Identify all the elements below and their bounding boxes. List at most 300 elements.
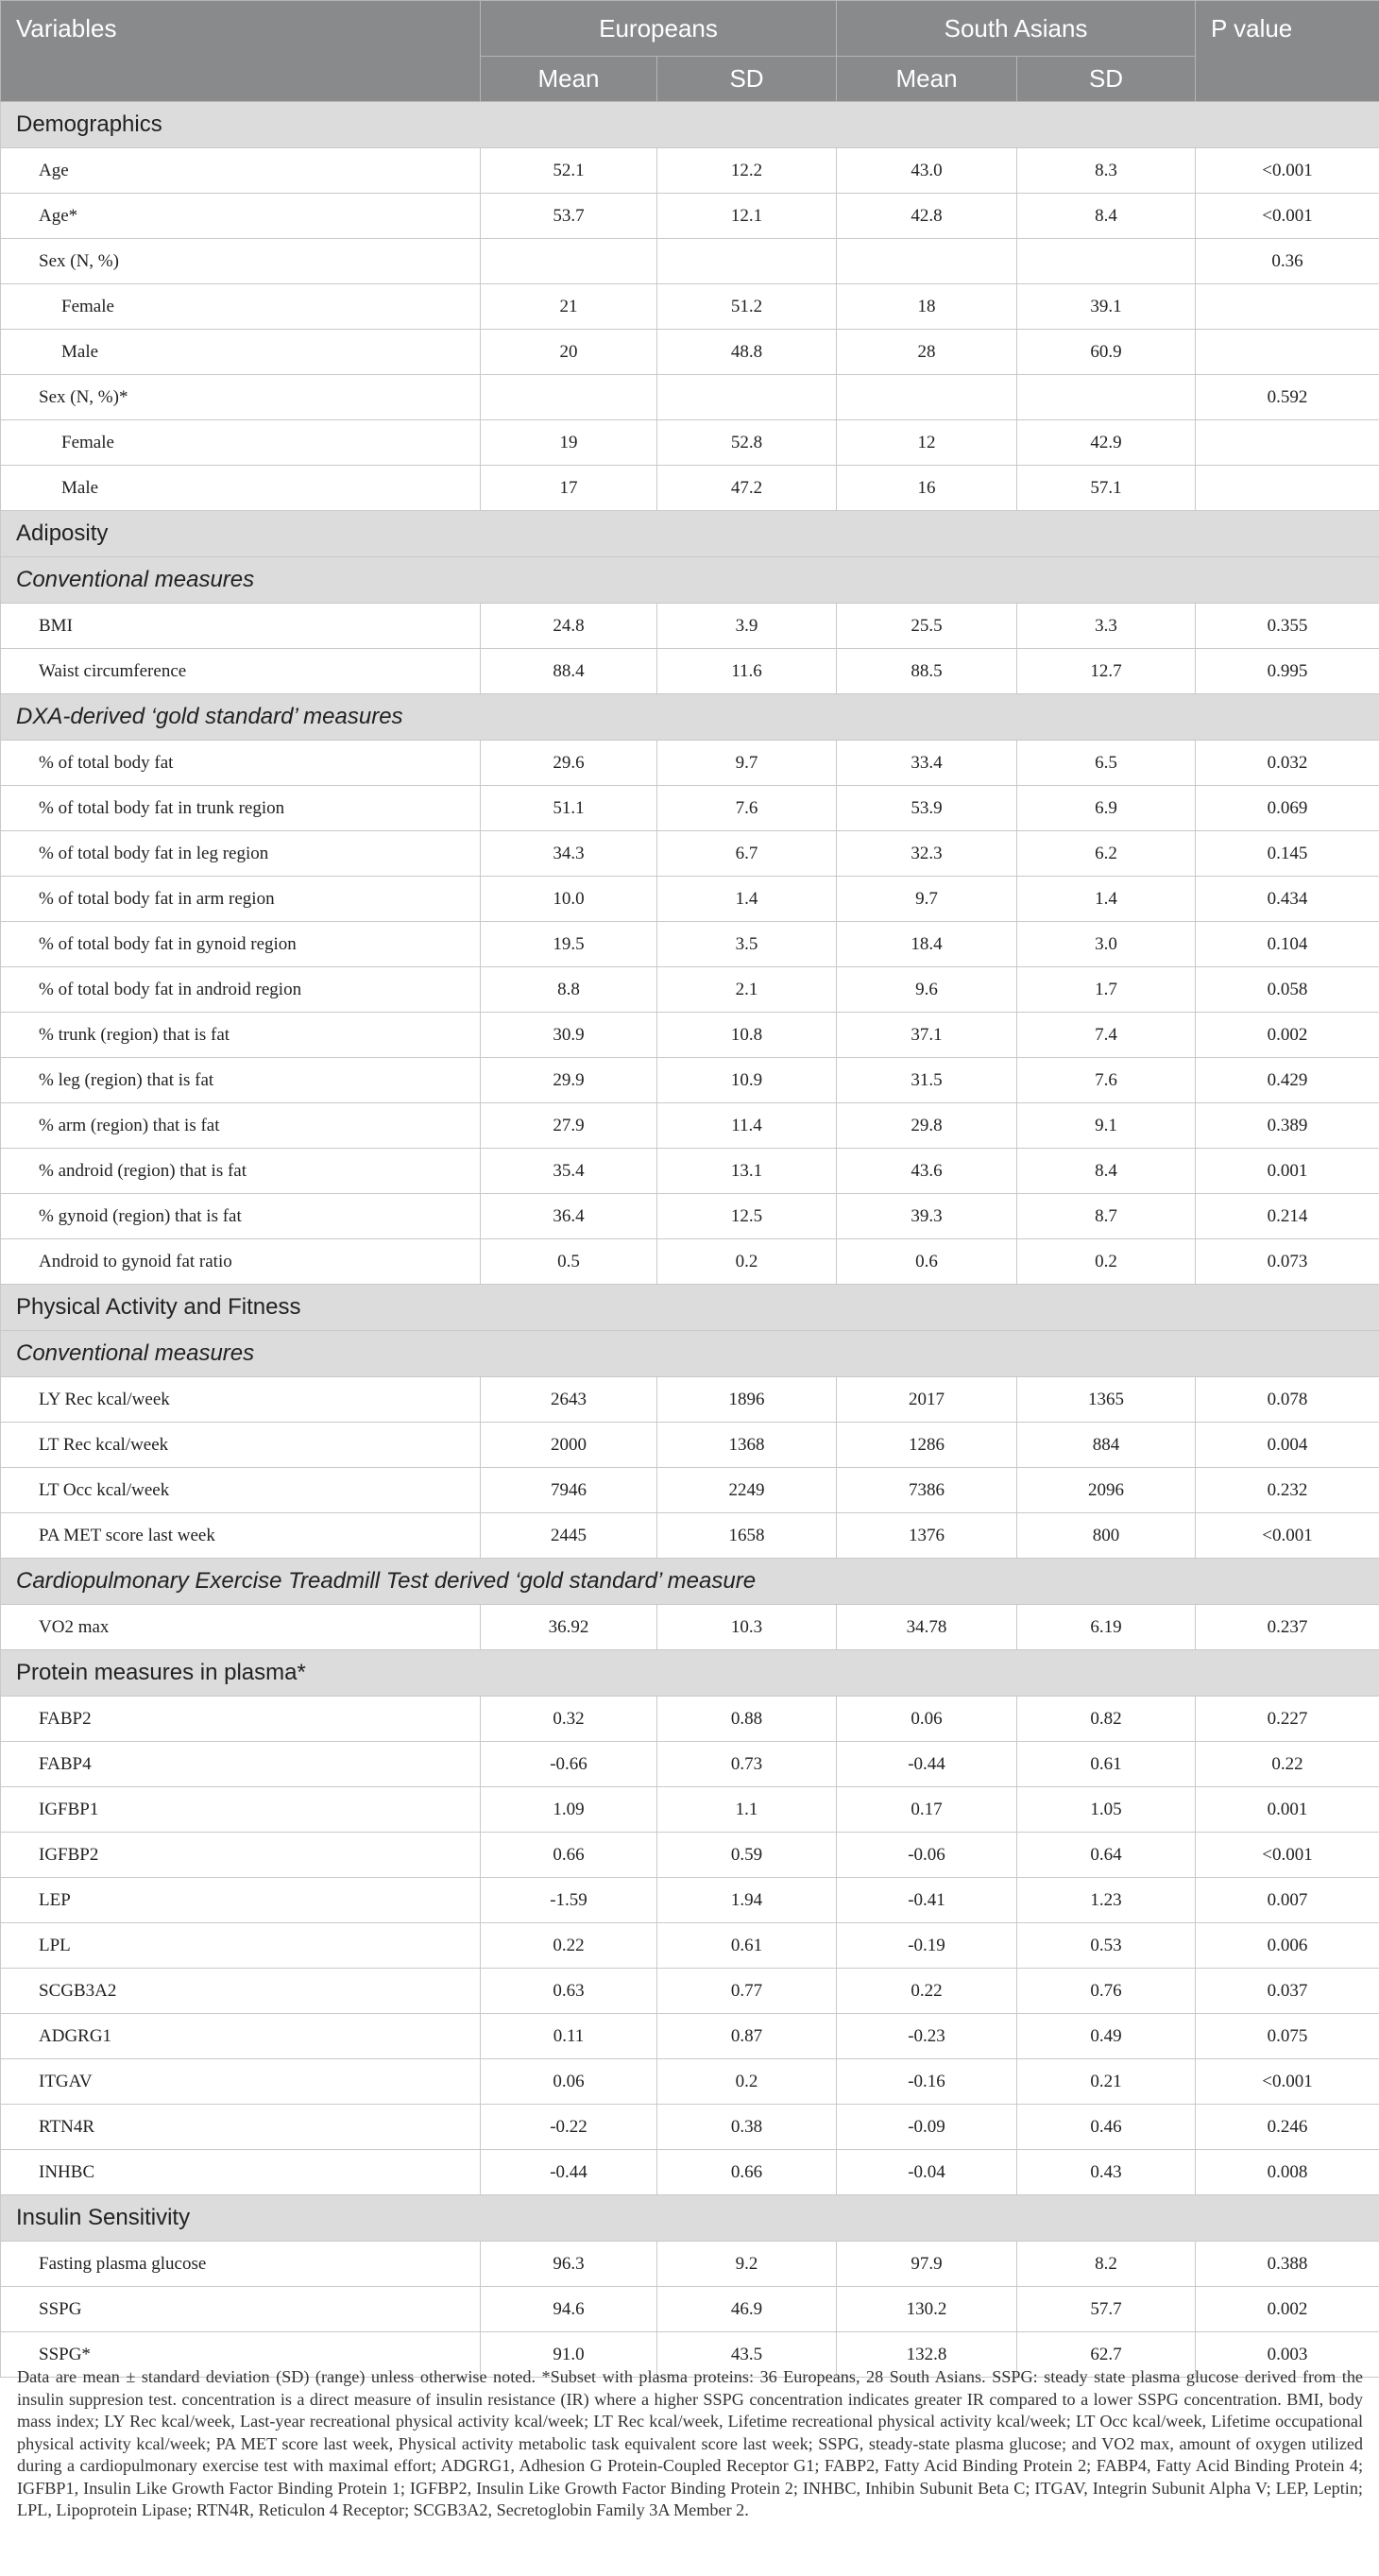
south-asians-mean-cell: 29.8 xyxy=(837,1103,1017,1149)
table-row xyxy=(1,2287,1379,2332)
p-value-cell: <0.001 xyxy=(1196,194,1379,239)
p-value-cell xyxy=(1196,466,1379,511)
south-asians-mean-cell: 1376 xyxy=(837,1513,1017,1559)
europeans-sd-cell: 0.88 xyxy=(657,1697,837,1742)
europeans-sd-cell: 0.66 xyxy=(657,2150,837,2195)
europeans-mean-cell: 10.0 xyxy=(481,877,657,922)
europeans-mean-cell: 51.1 xyxy=(481,786,657,831)
south-asians-sd-cell: 6.9 xyxy=(1017,786,1196,831)
header-south-asians: South Asians xyxy=(837,1,1196,57)
europeans-mean-cell: 20 xyxy=(481,330,657,375)
south-asians-sd-cell: 0.76 xyxy=(1017,1969,1196,2014)
europeans-sd-cell: 3.5 xyxy=(657,922,837,967)
section-row xyxy=(1,2195,1379,2242)
table-row xyxy=(1,649,1379,694)
europeans-sd-cell: 7.6 xyxy=(657,786,837,831)
variable-label: Male xyxy=(1,466,481,511)
south-asians-mean-cell: 9.6 xyxy=(837,967,1017,1013)
variable-label: FABP2 xyxy=(1,1697,481,1742)
south-asians-sd-cell: 8.2 xyxy=(1017,2242,1196,2287)
europeans-sd-cell: 1896 xyxy=(657,1377,837,1423)
europeans-mean-cell: 24.8 xyxy=(481,604,657,649)
europeans-mean-cell: 0.32 xyxy=(481,1697,657,1742)
variable-label: % android (region) that is fat xyxy=(1,1149,481,1194)
south-asians-sd-cell: 42.9 xyxy=(1017,420,1196,466)
variable-label: Sex (N, %) xyxy=(1,239,481,284)
europeans-sd-cell: 13.1 xyxy=(657,1149,837,1194)
south-asians-sd-cell: 1.7 xyxy=(1017,967,1196,1013)
south-asians-sd-cell: 62.7 xyxy=(1017,2332,1196,2378)
europeans-mean-cell: 19.5 xyxy=(481,922,657,967)
variable-label: LT Rec kcal/week xyxy=(1,1423,481,1468)
table-row xyxy=(1,1058,1379,1103)
europeans-mean-cell: 0.22 xyxy=(481,1923,657,1969)
europeans-sd-cell: 48.8 xyxy=(657,330,837,375)
table-header xyxy=(1,1,1379,102)
south-asians-mean-cell: 1286 xyxy=(837,1423,1017,1468)
table-body xyxy=(1,102,1379,2378)
p-value-cell: 0.388 xyxy=(1196,2242,1379,2287)
south-asians-mean-cell: 0.6 xyxy=(837,1239,1017,1285)
table-row xyxy=(1,604,1379,649)
variable-label: % of total body fat in leg region xyxy=(1,831,481,877)
europeans-sd-cell: 12.1 xyxy=(657,194,837,239)
europeans-mean-cell: -0.44 xyxy=(481,2150,657,2195)
table-row xyxy=(1,1833,1379,1878)
europeans-sd-cell: 51.2 xyxy=(657,284,837,330)
variable-label: FABP4 xyxy=(1,1742,481,1787)
south-asians-sd-cell: 6.2 xyxy=(1017,831,1196,877)
table-row xyxy=(1,1787,1379,1833)
south-asians-mean-cell: 18.4 xyxy=(837,922,1017,967)
south-asians-sd-cell: 3.3 xyxy=(1017,604,1196,649)
south-asians-sd-cell: 884 xyxy=(1017,1423,1196,1468)
table-row xyxy=(1,877,1379,922)
p-value-cell xyxy=(1196,330,1379,375)
p-value-cell: 0.355 xyxy=(1196,604,1379,649)
p-value-cell: 0.069 xyxy=(1196,786,1379,831)
europeans-mean-cell: 0.5 xyxy=(481,1239,657,1285)
south-asians-mean-cell: -0.16 xyxy=(837,2059,1017,2105)
section-label: Insulin Sensitivity xyxy=(1,2195,1379,2242)
europeans-sd-cell: 9.7 xyxy=(657,741,837,786)
south-asians-mean-cell: 0.17 xyxy=(837,1787,1017,1833)
south-asians-sd-cell: 0.49 xyxy=(1017,2014,1196,2059)
south-asians-sd-cell: 60.9 xyxy=(1017,330,1196,375)
p-value-cell: 0.075 xyxy=(1196,2014,1379,2059)
europeans-mean-cell: 27.9 xyxy=(481,1103,657,1149)
p-value-cell: 0.004 xyxy=(1196,1423,1379,1468)
south-asians-mean-cell: -0.19 xyxy=(837,1923,1017,1969)
south-asians-mean-cell: 32.3 xyxy=(837,831,1017,877)
south-asians-mean-cell: -0.23 xyxy=(837,2014,1017,2059)
table-row xyxy=(1,1605,1379,1650)
south-asians-mean-cell: 37.1 xyxy=(837,1013,1017,1058)
europeans-mean-cell: 94.6 xyxy=(481,2287,657,2332)
section-label: Protein measures in plasma* xyxy=(1,1650,1379,1697)
section-row xyxy=(1,1285,1379,1331)
variable-label: % of total body fat in trunk region xyxy=(1,786,481,831)
table-row xyxy=(1,831,1379,877)
europeans-mean-cell: 0.66 xyxy=(481,1833,657,1878)
table-row xyxy=(1,967,1379,1013)
south-asians-sd-cell: 1.23 xyxy=(1017,1878,1196,1923)
europeans-sd-cell: 10.8 xyxy=(657,1013,837,1058)
section-label: Conventional measures xyxy=(1,557,1379,604)
south-asians-mean-cell: -0.41 xyxy=(837,1878,1017,1923)
south-asians-mean-cell: 18 xyxy=(837,284,1017,330)
europeans-mean-cell: 17 xyxy=(481,466,657,511)
p-value-cell: 0.227 xyxy=(1196,1697,1379,1742)
subsection-row xyxy=(1,1331,1379,1377)
variable-label: Waist circumference xyxy=(1,649,481,694)
table-row xyxy=(1,2105,1379,2150)
south-asians-sd-cell: 0.64 xyxy=(1017,1833,1196,1878)
europeans-sd-cell: 3.9 xyxy=(657,604,837,649)
europeans-mean-cell: -1.59 xyxy=(481,1878,657,1923)
variable-label: RTN4R xyxy=(1,2105,481,2150)
p-value-cell: 0.037 xyxy=(1196,1969,1379,2014)
europeans-sd-cell: 11.4 xyxy=(657,1103,837,1149)
south-asians-mean-cell: 88.5 xyxy=(837,649,1017,694)
p-value-cell: 0.237 xyxy=(1196,1605,1379,1650)
table-row xyxy=(1,2242,1379,2287)
section-row xyxy=(1,511,1379,557)
table-row xyxy=(1,148,1379,194)
table-row xyxy=(1,1468,1379,1513)
south-asians-mean-cell: 31.5 xyxy=(837,1058,1017,1103)
variable-label: Female xyxy=(1,284,481,330)
south-asians-sd-cell: 0.21 xyxy=(1017,2059,1196,2105)
south-asians-sd-cell: 7.4 xyxy=(1017,1013,1196,1058)
table-row xyxy=(1,239,1379,284)
europeans-sd-cell xyxy=(657,375,837,420)
variable-label: % of total body fat in android region xyxy=(1,967,481,1013)
header-variables: Variables xyxy=(1,1,481,102)
variable-label: % gynoid (region) that is fat xyxy=(1,1194,481,1239)
europeans-sd-cell: 0.2 xyxy=(657,1239,837,1285)
subsection-row xyxy=(1,694,1379,741)
europeans-sd-cell: 2.1 xyxy=(657,967,837,1013)
europeans-sd-cell: 43.5 xyxy=(657,2332,837,2378)
p-value-cell: 0.246 xyxy=(1196,2105,1379,2150)
p-value-cell: 0.008 xyxy=(1196,2150,1379,2195)
europeans-mean-cell: 1.09 xyxy=(481,1787,657,1833)
europeans-sd-cell: 0.38 xyxy=(657,2105,837,2150)
variable-label: Age xyxy=(1,148,481,194)
south-asians-sd-cell: 1.05 xyxy=(1017,1787,1196,1833)
europeans-sd-cell: 1.4 xyxy=(657,877,837,922)
south-asians-mean-cell: 2017 xyxy=(837,1377,1017,1423)
table-row xyxy=(1,922,1379,967)
p-value-cell: 0.22 xyxy=(1196,1742,1379,1787)
europeans-mean-cell: 19 xyxy=(481,420,657,466)
europeans-sd-cell: 0.87 xyxy=(657,2014,837,2059)
south-asians-mean-cell xyxy=(837,239,1017,284)
europeans-mean-cell: -0.66 xyxy=(481,1742,657,1787)
table-row xyxy=(1,1697,1379,1742)
table-row xyxy=(1,741,1379,786)
section-label: Adiposity xyxy=(1,511,1379,557)
south-asians-sd-cell: 1365 xyxy=(1017,1377,1196,1423)
south-asians-mean-cell: -0.09 xyxy=(837,2105,1017,2150)
europeans-mean-cell: 34.3 xyxy=(481,831,657,877)
header-europeans-sd: SD xyxy=(657,57,837,102)
europeans-sd-cell: 6.7 xyxy=(657,831,837,877)
variable-label: ADGRG1 xyxy=(1,2014,481,2059)
south-asians-mean-cell: 9.7 xyxy=(837,877,1017,922)
south-asians-sd-cell: 57.1 xyxy=(1017,466,1196,511)
europeans-sd-cell: 11.6 xyxy=(657,649,837,694)
table-footnote: Data are mean ± standard deviation (SD) (range) unless otherwise noted. *Subset with plasma proteins: 36 Europeans, 28 South Asians. SSPG: steady state plasma glucose derived from the insulin suppresion test. concentration is a direct measure of insulin resistance (IR) where a higher SSPG concentration indicates greater IR compared to a lower SSPG concentration. BMI, body mass index; LY Rec kcal/week, Last-year recreational physical activity kcal/week; LT Rec kcal/week, Lifetime recreational physical activity kcal/week; LT Occ kcal/week, Lifetime occupational physical activity kcal/week; PA MET score last week, Physical activity metabolic task equivalent score last week; SSPG, steady-state plasma glucose; and VO2 max, amount of oxygen utilized during a cardiopulmonary exercise test with maximal effort; ADGRG1, Adhesion G Protein-Coupled Receptor G1; FABP2, Fatty Acid Binding Protein 2; FABP4, Fatty Acid Binding Protein 4; IGFBP1, Insulin Like Growth Factor Binding Protein 1; IGFBP2, Insulin Like Growth Factor Binding Protein 2; INHBC, Inhibin Subunit Beta C; ITGAV, Integrin Subunit Alpha V; LEP, Leptin; LPL, Lipoprotein Lipase; RTN4R, Reticulon 4 Receptor; SCGB3A2, Secretoglobin Family 3A Member 2. xyxy=(17,2367,1363,2519)
variable-label: % arm (region) that is fat xyxy=(1,1103,481,1149)
south-asians-sd-cell: 57.7 xyxy=(1017,2287,1196,2332)
europeans-mean-cell: 0.06 xyxy=(481,2059,657,2105)
variable-label: % of total body fat xyxy=(1,741,481,786)
europeans-mean-cell: 96.3 xyxy=(481,2242,657,2287)
variable-label: BMI xyxy=(1,604,481,649)
europeans-sd-cell: 0.59 xyxy=(657,1833,837,1878)
variable-label: INHBC xyxy=(1,2150,481,2195)
south-asians-mean-cell: 25.5 xyxy=(837,604,1017,649)
europeans-mean-cell: 21 xyxy=(481,284,657,330)
section-label: Conventional measures xyxy=(1,1331,1379,1377)
p-value-cell: 0.001 xyxy=(1196,1787,1379,1833)
europeans-mean-cell: 36.4 xyxy=(481,1194,657,1239)
header-europeans-mean: Mean xyxy=(481,57,657,102)
europeans-sd-cell: 12.5 xyxy=(657,1194,837,1239)
south-asians-mean-cell: 34.78 xyxy=(837,1605,1017,1650)
europeans-sd-cell: 10.3 xyxy=(657,1605,837,1650)
p-value-cell: 0.429 xyxy=(1196,1058,1379,1103)
table-row xyxy=(1,786,1379,831)
europeans-mean-cell: 91.0 xyxy=(481,2332,657,2378)
p-value-cell: <0.001 xyxy=(1196,2059,1379,2105)
south-asians-mean-cell: -0.44 xyxy=(837,1742,1017,1787)
variable-label: LT Occ kcal/week xyxy=(1,1468,481,1513)
south-asians-sd-cell: 3.0 xyxy=(1017,922,1196,967)
p-value-cell: 0.006 xyxy=(1196,1923,1379,1969)
variable-label: SCGB3A2 xyxy=(1,1969,481,2014)
p-value-cell: 0.032 xyxy=(1196,741,1379,786)
south-asians-sd-cell: 0.2 xyxy=(1017,1239,1196,1285)
p-value-cell: 0.145 xyxy=(1196,831,1379,877)
south-asians-sd-cell: 0.61 xyxy=(1017,1742,1196,1787)
south-asians-sd-cell: 9.1 xyxy=(1017,1103,1196,1149)
p-value-cell: 0.058 xyxy=(1196,967,1379,1013)
p-value-cell: 0.434 xyxy=(1196,877,1379,922)
variable-label: Fasting plasma glucose xyxy=(1,2242,481,2287)
south-asians-mean-cell: 16 xyxy=(837,466,1017,511)
variable-label: IGFBP1 xyxy=(1,1787,481,1833)
p-value-cell: 0.002 xyxy=(1196,1013,1379,1058)
variable-label: Sex (N, %)* xyxy=(1,375,481,420)
section-label: Physical Activity and Fitness xyxy=(1,1285,1379,1331)
south-asians-mean-cell: -0.06 xyxy=(837,1833,1017,1878)
variable-label: Male xyxy=(1,330,481,375)
section-row xyxy=(1,102,1379,148)
south-asians-mean-cell: 0.06 xyxy=(837,1697,1017,1742)
europeans-mean-cell: 2000 xyxy=(481,1423,657,1468)
europeans-mean-cell: 36.92 xyxy=(481,1605,657,1650)
section-label: Cardiopulmonary Exercise Treadmill Test derived ‘gold standard’ measure xyxy=(1,1559,1379,1605)
p-value-cell: <0.001 xyxy=(1196,1833,1379,1878)
p-value-cell: 0.995 xyxy=(1196,649,1379,694)
p-value-cell: <0.001 xyxy=(1196,1513,1379,1559)
europeans-mean-cell xyxy=(481,375,657,420)
section-row xyxy=(1,1650,1379,1697)
variable-label: ITGAV xyxy=(1,2059,481,2105)
europeans-mean-cell: 30.9 xyxy=(481,1013,657,1058)
south-asians-mean-cell: 0.22 xyxy=(837,1969,1017,2014)
south-asians-mean-cell: 43.0 xyxy=(837,148,1017,194)
p-value-cell xyxy=(1196,284,1379,330)
south-asians-sd-cell: 0.82 xyxy=(1017,1697,1196,1742)
table-row xyxy=(1,1149,1379,1194)
variable-label: LY Rec kcal/week xyxy=(1,1377,481,1423)
europeans-sd-cell: 10.9 xyxy=(657,1058,837,1103)
table-row xyxy=(1,330,1379,375)
europeans-mean-cell: 0.63 xyxy=(481,1969,657,2014)
table-row xyxy=(1,1878,1379,1923)
europeans-sd-cell: 1368 xyxy=(657,1423,837,1468)
europeans-sd-cell: 0.2 xyxy=(657,2059,837,2105)
europeans-mean-cell: -0.22 xyxy=(481,2105,657,2150)
variable-label: SSPG xyxy=(1,2287,481,2332)
variable-label: PA MET score last week xyxy=(1,1513,481,1559)
variable-label: Age* xyxy=(1,194,481,239)
europeans-sd-cell: 0.73 xyxy=(657,1742,837,1787)
europeans-mean-cell: 7946 xyxy=(481,1468,657,1513)
south-asians-mean-cell: 39.3 xyxy=(837,1194,1017,1239)
europeans-sd-cell: 1658 xyxy=(657,1513,837,1559)
south-asians-sd-cell: 2096 xyxy=(1017,1468,1196,1513)
europeans-sd-cell xyxy=(657,239,837,284)
europeans-mean-cell: 88.4 xyxy=(481,649,657,694)
europeans-mean-cell: 2643 xyxy=(481,1377,657,1423)
south-asians-mean-cell: 28 xyxy=(837,330,1017,375)
south-asians-sd-cell: 12.7 xyxy=(1017,649,1196,694)
table-row xyxy=(1,1013,1379,1058)
table-row xyxy=(1,1194,1379,1239)
p-value-cell: 0.078 xyxy=(1196,1377,1379,1423)
europeans-mean-cell: 2445 xyxy=(481,1513,657,1559)
header-p-value: P value xyxy=(1196,1,1379,102)
south-asians-mean-cell: 33.4 xyxy=(837,741,1017,786)
europeans-mean-cell: 53.7 xyxy=(481,194,657,239)
variable-label: Female xyxy=(1,420,481,466)
south-asians-sd-cell xyxy=(1017,375,1196,420)
table-row xyxy=(1,194,1379,239)
south-asians-mean-cell: 12 xyxy=(837,420,1017,466)
variable-label: VO2 max xyxy=(1,1605,481,1650)
europeans-mean-cell xyxy=(481,239,657,284)
europeans-sd-cell: 2249 xyxy=(657,1468,837,1513)
table-row xyxy=(1,1742,1379,1787)
europeans-mean-cell: 0.11 xyxy=(481,2014,657,2059)
variable-label: % leg (region) that is fat xyxy=(1,1058,481,1103)
europeans-mean-cell: 8.8 xyxy=(481,967,657,1013)
table-row xyxy=(1,284,1379,330)
p-value-cell: 0.389 xyxy=(1196,1103,1379,1149)
p-value-cell: 0.073 xyxy=(1196,1239,1379,1285)
south-asians-sd-cell: 800 xyxy=(1017,1513,1196,1559)
subsection-row xyxy=(1,557,1379,604)
header-south-asians-mean: Mean xyxy=(837,57,1017,102)
p-value-cell: 0.214 xyxy=(1196,1194,1379,1239)
p-value-cell: 0.002 xyxy=(1196,2287,1379,2332)
europeans-mean-cell: 29.9 xyxy=(481,1058,657,1103)
south-asians-mean-cell: 132.8 xyxy=(837,2332,1017,2378)
table-row xyxy=(1,1513,1379,1559)
south-asians-sd-cell: 0.46 xyxy=(1017,2105,1196,2150)
south-asians-mean-cell xyxy=(837,375,1017,420)
table-row xyxy=(1,2014,1379,2059)
south-asians-sd-cell: 8.7 xyxy=(1017,1194,1196,1239)
table-row xyxy=(1,1423,1379,1468)
section-label: Demographics xyxy=(1,102,1379,148)
variable-label: Android to gynoid fat ratio xyxy=(1,1239,481,1285)
south-asians-sd-cell: 0.43 xyxy=(1017,2150,1196,2195)
south-asians-mean-cell: 130.2 xyxy=(837,2287,1017,2332)
south-asians-sd-cell: 6.5 xyxy=(1017,741,1196,786)
europeans-sd-cell: 12.2 xyxy=(657,148,837,194)
south-asians-sd-cell: 7.6 xyxy=(1017,1058,1196,1103)
table-row xyxy=(1,1969,1379,2014)
variable-label: LEP xyxy=(1,1878,481,1923)
south-asians-sd-cell: 0.53 xyxy=(1017,1923,1196,1969)
south-asians-mean-cell: 97.9 xyxy=(837,2242,1017,2287)
variable-label: LPL xyxy=(1,1923,481,1969)
south-asians-mean-cell: 42.8 xyxy=(837,194,1017,239)
p-value-cell: 0.007 xyxy=(1196,1878,1379,1923)
variable-label: IGFBP2 xyxy=(1,1833,481,1878)
europeans-mean-cell: 35.4 xyxy=(481,1149,657,1194)
europeans-sd-cell: 0.61 xyxy=(657,1923,837,1969)
p-value-cell: 0.592 xyxy=(1196,375,1379,420)
south-asians-sd-cell: 8.4 xyxy=(1017,1149,1196,1194)
south-asians-mean-cell: 43.6 xyxy=(837,1149,1017,1194)
south-asians-mean-cell: -0.04 xyxy=(837,2150,1017,2195)
south-asians-sd-cell: 39.1 xyxy=(1017,284,1196,330)
header-south-asians-sd: SD xyxy=(1017,57,1196,102)
table-row xyxy=(1,466,1379,511)
europeans-sd-cell: 52.8 xyxy=(657,420,837,466)
south-asians-sd-cell xyxy=(1017,239,1196,284)
table-row xyxy=(1,375,1379,420)
table-row xyxy=(1,1377,1379,1423)
table-row xyxy=(1,2150,1379,2195)
south-asians-sd-cell: 6.19 xyxy=(1017,1605,1196,1650)
table-row xyxy=(1,1239,1379,1285)
header-europeans: Europeans xyxy=(481,1,837,57)
p-value-cell: 0.001 xyxy=(1196,1149,1379,1194)
table-row xyxy=(1,1923,1379,1969)
table-row xyxy=(1,2059,1379,2105)
p-value-cell: 0.003 xyxy=(1196,2332,1379,2378)
europeans-sd-cell: 47.2 xyxy=(657,466,837,511)
europeans-mean-cell: 52.1 xyxy=(481,148,657,194)
table-row xyxy=(1,1103,1379,1149)
table-row xyxy=(1,420,1379,466)
europeans-sd-cell: 46.9 xyxy=(657,2287,837,2332)
europeans-sd-cell: 9.2 xyxy=(657,2242,837,2287)
variable-label: % trunk (region) that is fat xyxy=(1,1013,481,1058)
south-asians-sd-cell: 8.4 xyxy=(1017,194,1196,239)
south-asians-mean-cell: 53.9 xyxy=(837,786,1017,831)
south-asians-mean-cell: 7386 xyxy=(837,1468,1017,1513)
variable-label: SSPG* xyxy=(1,2332,481,2378)
